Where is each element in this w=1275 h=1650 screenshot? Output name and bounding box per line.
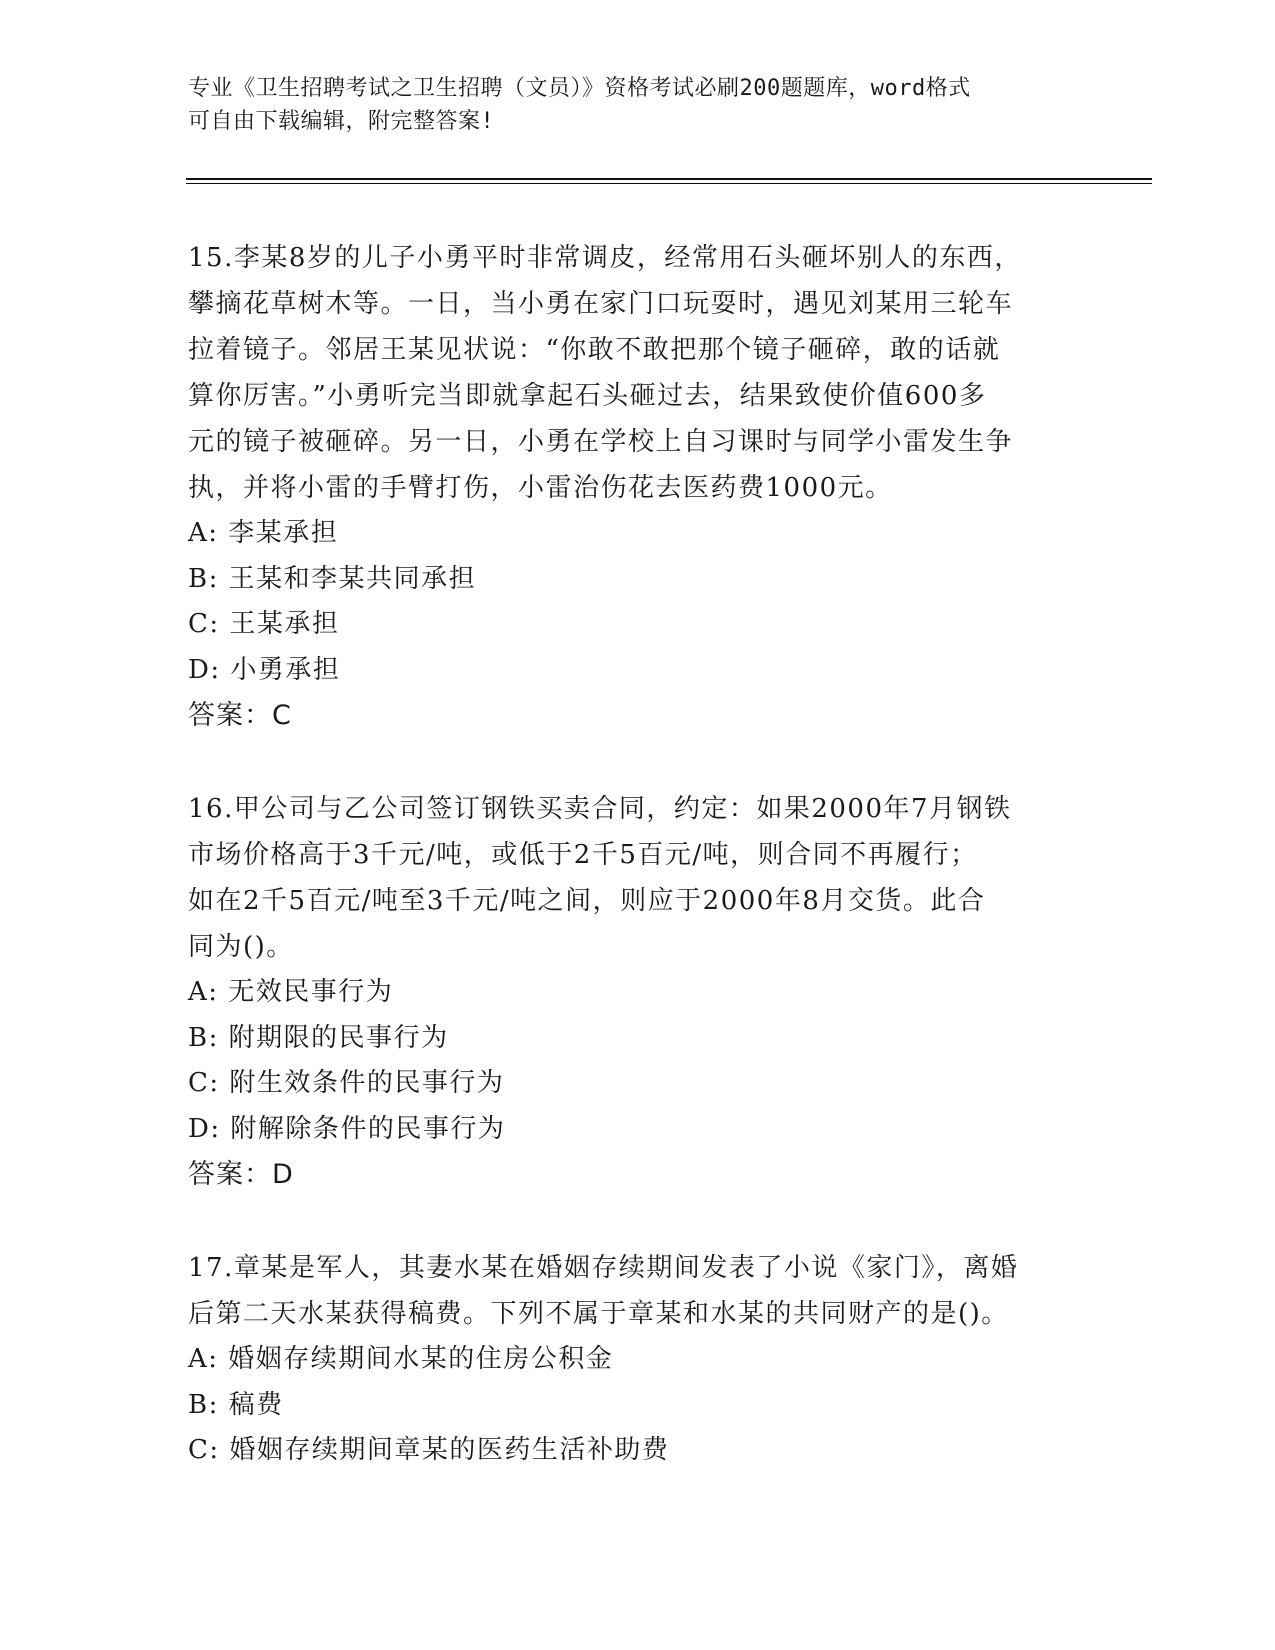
answer-line: 答案：D: [188, 1159, 294, 1190]
header-line-1: 专业《卫生招聘考试之卫生招聘（文员）》资格考试必刷200题题库，word格式: [188, 76, 971, 101]
option-a: A: 无效民事行为: [188, 977, 394, 1007]
question-text: [188, 235, 1088, 511]
document-header: [188, 72, 1068, 138]
option-c: C: 附生效条件的民事行为: [188, 1068, 505, 1098]
question-line: 攀摘花草树木等。一日，当小勇在家门口玩耍时，遇见刘某用三轮车: [188, 289, 1014, 319]
question-list: [188, 235, 1088, 1521]
question-line: 市场价格高于3千元/吨，或低于2千5百元/吨，则合同不再履行；: [188, 840, 978, 870]
option-c: C: 婚姻存续期间章某的医药生活补助费: [188, 1435, 670, 1465]
question-line: 同为()。: [188, 932, 294, 962]
question-line: 15.李某8岁的儿子小勇平时非常调皮，经常用石头砸坏别人的东西，: [188, 243, 1022, 273]
question-line: 算你厉害。”小勇听完当即就拿起石头砸过去，结果致使价值600多: [188, 381, 987, 411]
option-b: B: 附期限的民事行为: [188, 1022, 449, 1053]
question-line: 如在2千5百元/吨至3千元/吨之间，则应于2000年8月交货。此合: [188, 886, 986, 916]
option-a: A: 李某承担: [188, 518, 339, 548]
header-divider-thick: [186, 178, 1152, 180]
header-divider-thin: [186, 183, 1152, 184]
answer-line: 答案：C: [188, 700, 292, 731]
question-line: 执，并将小雷的手臂打伤，小雷治伤花去医药费1000元。: [188, 473, 893, 503]
option-a: A: 婚姻存续期间水某的住房公积金: [188, 1344, 614, 1374]
question-line: 元的镜子被砸碎。另一日，小勇在学校上自习课时与同学小雷发生争: [188, 427, 1014, 457]
question-17: [188, 1245, 1088, 1474]
question-line: 17.章某是军人，其妻水某在婚姻存续期间发表了小说《家门》，离婚: [188, 1253, 1019, 1283]
question-text: [188, 786, 1088, 970]
question-15: [188, 235, 1088, 739]
question-line: 后第二天水某获得稿费。下列不属于章某和水某的共同财产的是()。: [188, 1299, 1009, 1329]
option-b: B: 稿费: [188, 1389, 284, 1420]
header-line-2: 可自由下载编辑，附完整答案!: [188, 109, 495, 134]
option-d: D: 附解除条件的民事行为: [188, 1113, 506, 1144]
question-line: 拉着镜子。邻居王某见状说：“你敢不敢把那个镜子砸碎，敢的话就: [188, 335, 1001, 365]
question-text: [188, 1245, 1088, 1337]
question-16: [188, 786, 1088, 1198]
question-line: 16.甲公司与乙公司签订钢铁买卖合同，约定：如果2000年7月钢铁: [188, 794, 1012, 824]
option-b: B: 王某和李某共同承担: [188, 563, 477, 594]
option-c: C: 王某承担: [188, 609, 340, 639]
option-d: D: 小勇承担: [188, 654, 341, 685]
